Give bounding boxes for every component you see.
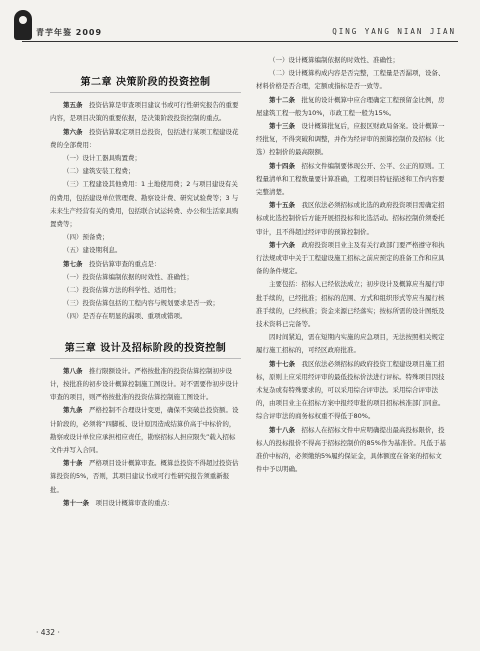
article: 第六条 投资估算取定项目总投资，包括进行某项工程建设花费的全部费用：: [50, 127, 239, 149]
list-item: （二）投资估算方法的科学性、适用性；: [63, 286, 180, 295]
article: 第十七条 我区依法必须招标的政府投资工程建设项目施工招标，原则上应采用经评审的最低投标价法进行评标。特殊项目因技术复杂或有特殊要求的，可以采用综合评审法。采用综合评审法的，由项目业主在招标方案中报经审批的项目招标核准部门同意。综合评审法的商务标权重不得低于80%。: [256, 359, 445, 421]
list-item: （四）预备费；: [63, 233, 109, 242]
chapter-title: 第二章 决策阶段的投资控制: [50, 76, 241, 93]
article: 第五条 投资估算是审查项目建议书或可行性研究报告的重要内容，是项目决策的重要依据，是决策阶段投资控制的重点。: [50, 101, 239, 123]
article: 第十四条 招标文件编制要体现公开、公平、公正的原则。工程量清单和工程数量要计算准确，工程项目特征描述和工作内容要完整清楚。: [256, 161, 445, 197]
header-title: QING YANG NIAN JIAN: [332, 27, 456, 36]
left-column: [50, 54, 241, 510]
list-item: （三）投资估算包括的工程内容与规划要求是否一致；: [63, 299, 219, 308]
list-item: （一）投资估算编制依据的时效性、准确性；: [63, 272, 193, 281]
list-item: （四）是否存在明显的漏项、重项或错项。: [63, 312, 187, 321]
article: 第十一条 项目设计概算审查的重点：: [63, 498, 174, 507]
article: 第十八条 招标人在招标文件中应明确提出最高投标限价，投标人的投标报价不得高于招标控制价的85%作为基准价。凡低于基准价中标的，必须缴纳5%履约保证金，具体额度在备案的招标文件中予以明确。: [256, 425, 446, 474]
article: 第九条 严格控制不合理设计变更，确保不突破总投资额。设计阶段的，必须将“四脚板、设计原因造成结算价高于中标价的，勘察或设计单位应承担相应责任，勘察招标人担应限失”载入招标文件并写入合同。: [50, 406, 239, 455]
article: 第十六条 政府投资项目业主及有关行政部门要严格遵守和执行法规或审中关于工程建设施工招标之前应预定的准备工作和应具备的条件规定。: [256, 240, 445, 276]
article: 第十五条 我区依法必须招标或比选的政府投资项目需确定招标或比选控制价后方能开展招投标和比选活动。招标控制价须委托审计，且不得超过经评审的预算控制价。: [256, 201, 445, 236]
right-column: [256, 54, 446, 477]
list-item: （一）设计工器具购置费；: [63, 154, 141, 163]
paragraph: 主要包括：招标人已经依法成立；初步设计及概算应当履行审批手续的，已经批准；招标的范围、方式和组织形式等应当履行核准手续的，已经核准；资金来源已经落实；按标所需的设计图纸及技术资料已完备等。: [256, 280, 445, 329]
article: 第七条 投资估算审查的重点是：: [63, 259, 161, 268]
article: 第八条 推行限额设计。严格按批准的投资估算控制初步设计，按批准的初步设计概算控制施工图设计。对不需要作初步设计审查的项目，则严格按批准的投资估算控制施工图设计。: [50, 366, 239, 402]
article: 第十二条 批复的设计概算中应合理确定工程预留金比例，房屋建筑工程一般为10%，市政工程一般为15%。: [256, 95, 445, 117]
article: 第十三条 设计概算批复后，应报区财政局备案。设计概算一经批复，不得突破和调整，并作为经评审的预算控制价及招标（比选）控制价的最高限额。: [256, 122, 445, 157]
page-number: · 432 ·: [36, 628, 60, 637]
paragraph: 因时间紧迫，需在短期内实施的应急项目，无法按照相关规定履行施工招标的，可经区政府批准。: [256, 333, 445, 355]
list-item: （一）设计概算编制依据的时效性、准确性；: [269, 56, 399, 64]
list-item: （二）设计概算构成内容是否完整，工程量是否漏项，设备、材料价格是否合理，定额或指标是否一致等。: [256, 69, 445, 91]
list-item: （二）建筑安装工程费；: [63, 167, 135, 176]
logo-icon: [14, 10, 32, 40]
chapter-title: 第三章 设计及招标阶段的投资控制: [50, 342, 241, 359]
list-item: （五）建设期利息。: [63, 246, 122, 255]
article: 第十条 严格项目设计概算审查。概算总投资不得超过投资估算投资的5%，否则，其项目建议书或可行性研究报告须重新报批。: [50, 459, 239, 494]
header-rule: [22, 41, 458, 42]
header-brand: 青芋年鉴 2009: [36, 28, 103, 37]
list-item: （三）工程建设其他费用：1 土地使用费；2 与项目建设有关的费用，包括建设单位管理费、勘察设计费、研究试验费等；3 与未来生产经营有关的费用，包括联合试运转费、办公和生活家具购置费等；: [50, 180, 239, 229]
page-header: [0, 0, 480, 46]
